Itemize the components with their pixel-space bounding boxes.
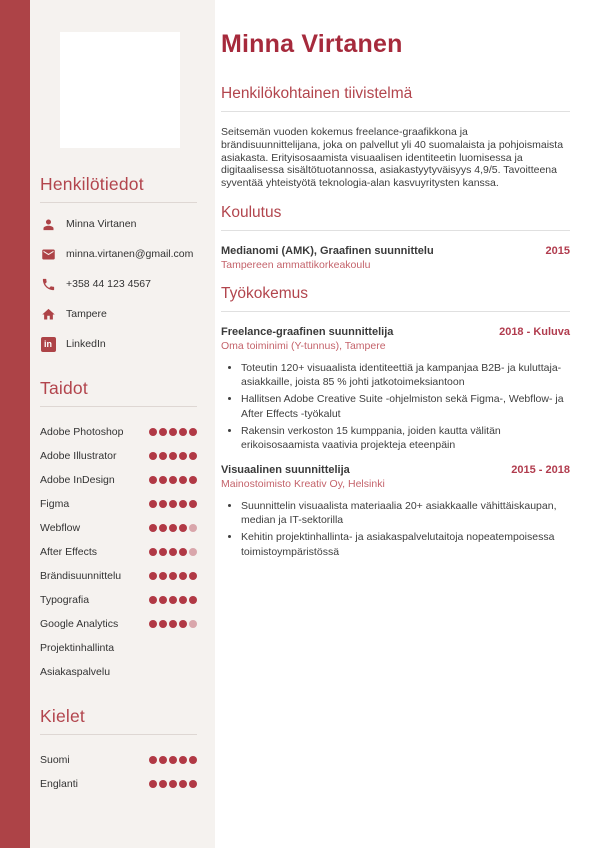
education-degree: Medianomi (AMK), Graafinen suunnittelu [221,244,434,257]
education-heading: Koulutus [221,203,282,221]
rating-dot-filled [149,596,157,604]
job-bullet: • Suunnittelin visuaalista materiaalia 20+ asiakkaalle vähittäiskaupan, median ja IT-sektorilla [241,499,570,527]
rating-dot-filled [159,524,167,532]
rating-dot-filled [189,500,197,508]
job-company: Oma toiminimi (Y-tunnus), Tampere [221,339,386,352]
rating-dot-filled [169,756,177,764]
rating-dot-filled [169,524,177,532]
rating-dot-filled [159,620,167,628]
contact-list [40,216,197,352]
rating-dot-filled [189,572,197,580]
skill-label: Adobe InDesign [40,474,115,486]
skill-label: Adobe Photoshop [40,426,124,438]
experience-entry [221,326,570,452]
skill-rating [149,428,197,436]
job-company: Mainostoimisto Kreativ Oy, Helsinki [221,478,385,491]
experience-section [221,285,570,559]
languages-list [40,748,197,796]
skill-row [40,492,197,516]
rating-dot-filled [159,756,167,764]
skill-label: Asiakaspalvelu [40,666,111,678]
rating-dot-filled [159,500,167,508]
rating-dot-filled [159,476,167,484]
skill-row [40,588,197,612]
rating-dot-filled [169,452,177,460]
contact-phone-row [40,276,197,292]
contact-location: Tampere [66,308,107,320]
rating-dot-filled [189,756,197,764]
language-row [40,748,197,772]
education-section [221,204,570,271]
contact-linkedin-row[interactable] [40,336,197,352]
skill-row [40,612,197,636]
rating-dot-filled [169,620,177,628]
skill-rating [149,620,197,628]
skill-label: Brändisuunnittelu [40,570,122,582]
rating-dot-filled [169,596,177,604]
language-label: Englanti [40,778,78,790]
rating-dot-filled [189,780,197,788]
rating-dot-filled [179,452,187,460]
rating-dot-empty [189,548,197,556]
rating-dot-filled [179,756,187,764]
skill-label: Adobe Illustrator [40,450,117,462]
profile-photo-placeholder [60,32,180,148]
summary-heading: Henkilökohtainen tiivistelmä [221,85,413,102]
rating-dot-filled [179,596,187,604]
rating-dot-filled [169,780,177,788]
rating-dot-filled [179,476,187,484]
rating-dot-filled [149,476,157,484]
contact-email-row[interactable] [40,246,197,262]
rating-dot-filled [189,596,197,604]
rating-dot-filled [149,548,157,556]
skill-label: After Effects [40,546,97,558]
page-title: Minna Virtanen [221,30,403,58]
language-row [40,772,197,796]
rating-dot-filled [189,452,197,460]
skill-rating [149,452,197,460]
skills-list [40,420,197,684]
email-icon [40,246,56,262]
rating-dot-filled [189,476,197,484]
rating-dot-filled [179,620,187,628]
phone-icon [40,276,56,292]
contact-section-heading: Henkilötiedot [40,174,144,194]
summary-section [221,85,570,190]
job-bullet: • Toteutin 120+ visuaalista identiteettiä ja kampanjaa B2B- ja kuluttaja-asiakkaille, joista 85 % johti jatkotoimeksiantoon [241,361,570,389]
rating-dot-filled [149,524,157,532]
rating-dot-filled [159,548,167,556]
education-school: Tampereen ammattikorkeakoulu [221,258,371,271]
rating-dot-filled [179,780,187,788]
skill-row [40,420,197,444]
experience-heading: Työkokemus [221,284,309,302]
skill-row [40,540,197,564]
job-date: 2015 - 2018 [511,464,570,477]
left-accent-bar [0,0,30,848]
rating-dot-filled [169,572,177,580]
languages-section-heading: Kielet [40,706,85,726]
rating-dot-filled [149,452,157,460]
skill-label: Webflow [40,522,81,534]
skill-label: Projektinhallinta [40,642,115,654]
job-title: Visuaalinen suunnittelija [221,464,350,477]
contact-phone: +358 44 123 4567 [66,278,151,290]
skill-row [40,444,197,468]
job-bullet: • Hallitsen Adobe Creative Suite -ohjelmiston sekä Figma-, Webflow- ja After Effects -työkalut [241,392,570,420]
job-bullet-list [221,499,570,559]
skill-label: Figma [40,498,70,510]
summary-text: Seitsemän vuoden kokemus freelance-graafikkona ja brändisuunnittelijana, joka on palvellut yli 40 suomalaista ja pohjoismaista asiakasta. Erityisosaamista visuaalisen identiteetin luomisessa ja digitaalisessa sisältötuotannossa, asiakastyytyväisyys 4,9/5. Tavoitteena syventää yhteistyötä teknologia-alan kasvuyritysten kanssa. [221,126,564,190]
skill-label: Google Analytics [40,618,119,630]
language-rating [149,756,197,764]
sidebar-divider [40,406,197,407]
rating-dot-filled [159,572,167,580]
job-bullet: • Rakensin verkoston 15 kumppania, joiden kautta välitän erikoisosaamista vaativia projekteja eteenpäin [241,424,570,452]
rating-dot-filled [189,428,197,436]
contact-linkedin: LinkedIn [66,338,106,350]
rating-dot-empty [189,620,197,628]
rating-dot-filled [179,572,187,580]
sidebar-divider [40,202,197,203]
contact-email: minna.virtanen@gmail.com [66,248,194,260]
sidebar [30,0,215,848]
language-rating [149,780,197,788]
skill-rating [149,548,197,556]
contact-name-row [40,216,197,232]
rating-dot-filled [149,756,157,764]
rating-dot-empty [189,524,197,532]
rating-dot-filled [169,476,177,484]
person-icon [40,216,56,232]
skill-row [40,516,197,540]
rating-dot-filled [149,780,157,788]
job-date: 2018 - Kuluva [499,325,570,338]
section-divider [221,111,570,112]
skill-rating [149,572,197,580]
skill-rating [149,524,197,532]
job-title: Freelance-graafinen suunnittelija [221,325,394,338]
contact-name: Minna Virtanen [66,218,137,230]
rating-dot-filled [149,572,157,580]
rating-dot-filled [179,524,187,532]
rating-dot-filled [159,596,167,604]
section-divider [221,230,570,231]
rating-dot-filled [159,780,167,788]
skill-row [40,636,197,660]
rating-dot-filled [169,548,177,556]
rating-dot-filled [169,428,177,436]
sidebar-divider [40,734,197,735]
rating-dot-filled [159,428,167,436]
home-icon [40,306,56,322]
rating-dot-filled [149,500,157,508]
skill-rating [149,476,197,484]
education-entry [221,245,570,271]
rating-dot-filled [179,500,187,508]
rating-dot-filled [159,452,167,460]
linkedin-badge: in [41,337,56,352]
education-date: 2015 [545,244,570,257]
rating-dot-filled [149,620,157,628]
job-bullet: • Kehitin projektinhallinta- ja asiakaspalvelutaitoja nopeatempoisessa toimistoympäristössä [241,530,570,558]
skill-rating [149,596,197,604]
experience-entry [221,464,570,559]
skill-row [40,564,197,588]
contact-location-row [40,306,197,322]
job-bullet-list [221,361,570,452]
skill-label: Typografia [40,594,90,606]
skill-rating [149,500,197,508]
rating-dot-filled [169,500,177,508]
rating-dot-filled [179,428,187,436]
rating-dot-filled [179,548,187,556]
section-divider [221,311,570,312]
rating-dot-filled [149,428,157,436]
language-label: Suomi [40,754,70,766]
linkedin-icon [40,336,56,352]
skill-row [40,660,197,684]
skills-section-heading: Taidot [40,378,88,398]
skill-row [40,468,197,492]
main-content [215,0,600,848]
